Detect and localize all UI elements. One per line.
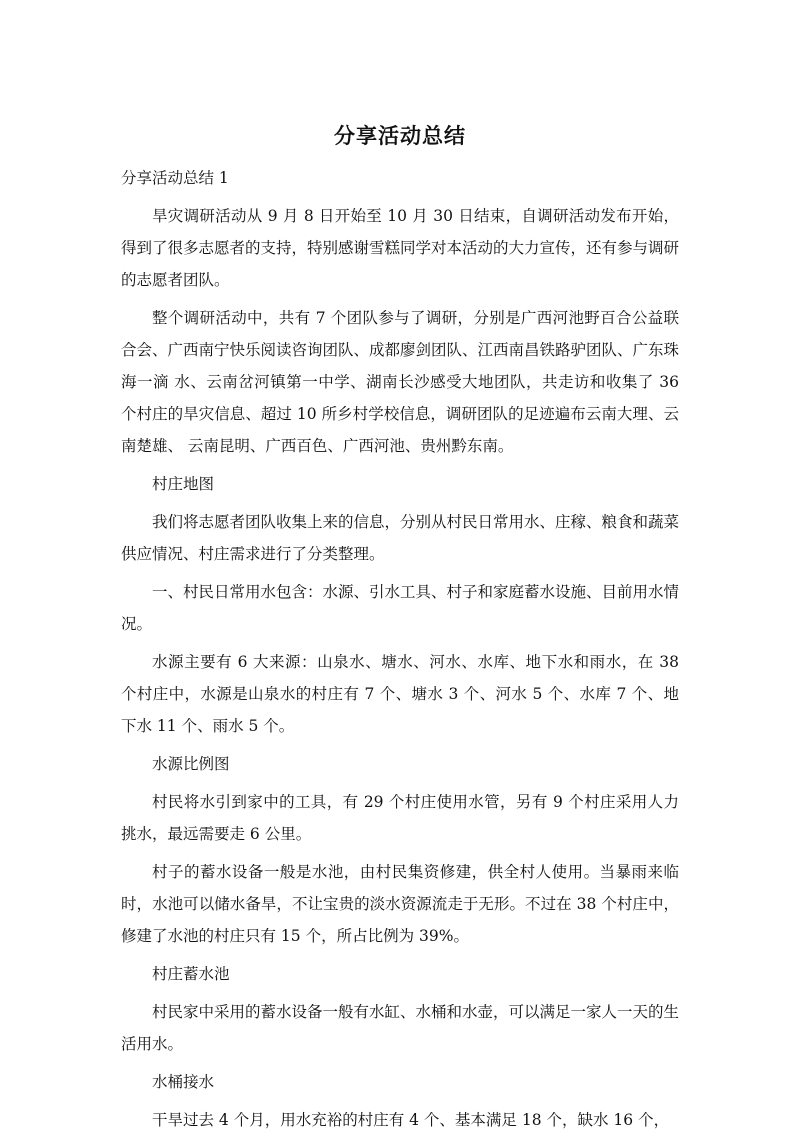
paragraph: 村子的蓄水设备一般是水池，由村民集资修建，供全村人使用。当暴雨来临时，水池可以储水备旱，不让宝贵的淡水资源流走于无形。不过在 38 个村庄中，修建了水池的村庄只有 15 个，所占比例为 39%。	[121, 863, 679, 945]
paragraph: 旱灾调研活动从 9 月 8 日开始至 10 月 30 日结束，自调研活动发布开始，得到了很多志愿者的支持，特别感谢雪糕同学对本活动的大力宣传，还有参与调研的志愿者团队。	[121, 207, 680, 289]
figure-caption: 水源比例图	[152, 755, 230, 773]
document-body	[121, 162, 679, 1142]
paragraph-heading: 分享活动总结 1	[121, 169, 229, 187]
figure-caption: 水桶接水	[152, 1073, 215, 1091]
paragraph: 整个调研活动中，共有 7 个团队参与了调研，分别是广西河池野百合公益联合会、广西南宁快乐阅读咨询团队、成都廖剑团队、江西南昌铁路驴团队、广东珠海一滴 水、云南岔河镇第一中学、湖南长沙感受大地团队，共走访和收集了 36 个村庄的旱灾信息、超过 10 所乡村学校信息，调研团队的足迹遍布云南大理、云南楚雄、 云南昆明、广西百色、广西河池、贵州黔东南。	[121, 309, 680, 455]
document-title: 分享活动总结	[334, 124, 466, 148]
paragraph: 我们将志愿者团队收集上来的信息，分别从村民日常用水、庄稼、粮食和蔬菜供应情况、村庄需求进行了分类整理。	[121, 513, 680, 563]
paragraph: 水源主要有 6 大来源：山泉水、塘水、河水、水库、地下水和雨水，在 38 个村庄中，水源是山泉水的村庄有 7 个、塘水 3 个、河水 5 个、水库 7 个、地下水 11 个、雨水 5 个。	[121, 653, 679, 735]
paragraph: 村民将水引到家中的工具，有 29 个村庄使用水管，另有 9 个村庄采用人力挑水，最远需要走 6 公里。	[121, 793, 679, 843]
paragraph: 干旱过去 4 个月，用水充裕的村庄有 4 个、基本满足 18 个，缺水 16 个，	[152, 1111, 670, 1129]
figure-caption: 村庄蓄水池	[152, 965, 230, 983]
figure-caption: 村庄地图	[152, 475, 215, 493]
paragraph: 村民家中采用的蓄水设备一般有水缸、水桶和水壶，可以满足一家人一天的生活用水。	[121, 1003, 680, 1053]
paragraph: 一、村民日常用水包含：水源、引水工具、村子和家庭蓄水设施、目前用水情况。	[121, 583, 680, 633]
